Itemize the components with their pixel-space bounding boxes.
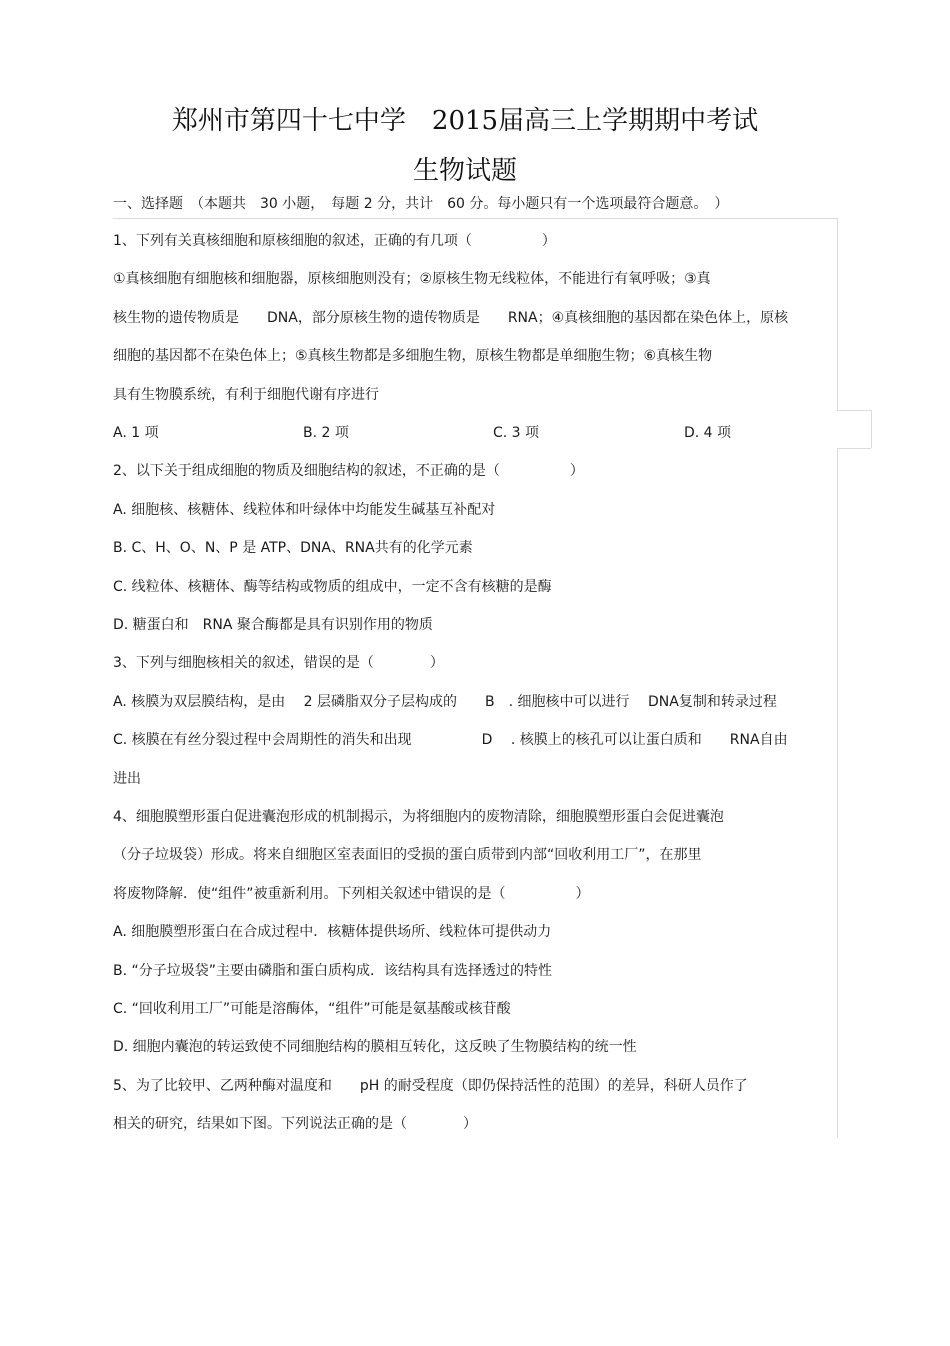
- question-1-option-d: D. 4 项: [684, 425, 732, 441]
- exam-title: 郑州市第四十七中学 2015届高三上学期期中考试: [171, 106, 759, 136]
- question-1-option-b: B. 2 项: [303, 425, 349, 441]
- frame-right-line: [837, 218, 838, 410]
- question-3-options-line-1: A. 核膜为双层膜结构，是由 2 层磷脂双分子层构成的 B . 细胞核中可以进行 DNA复制和转录过程: [113, 694, 777, 710]
- question-4-stem-line: 将废物降解．使“组件”被重新利用。下列相关叙述中错误的是（ ）: [113, 886, 590, 902]
- question-1-stem: 1、下列有关真核细胞和原核细胞的叙述，正确的有几项（ ）: [113, 233, 556, 249]
- question-4-stem-line: （分子垃圾袋）形成。将来自细胞区室表面旧的受损的蛋白质带到内部“回收利用工厂”，在那里: [113, 847, 702, 863]
- question-2-option-d: D. 糖蛋白和 RNA 聚合酶都是具有识别作用的物质: [113, 617, 433, 633]
- question-3-stem: 3、下列与细胞核相关的叙述，错误的是（ ）: [113, 655, 444, 671]
- question-1-option-a: A. 1 项: [113, 425, 159, 441]
- question-1-body-line: ①真核细胞有细胞核和细胞器，原核细胞则没有；②原核生物无线粒体，不能进行有氧呼吸；③真: [113, 271, 711, 287]
- frame-tab-right: [871, 410, 872, 448]
- question-1-body-line: 具有生物膜系统，有利于细胞代谢有序进行: [113, 387, 379, 403]
- question-2-option-a: A. 细胞核、核糖体、线粒体和叶绿体中均能发生碱基互补配对: [113, 502, 496, 518]
- question-1-option-c: C. 3 项: [493, 425, 540, 441]
- question-2-option-b: B. C、H、O、N、P 是 ATP、DNA、RNA共有的化学元素: [113, 540, 473, 556]
- exam-subtitle: 生物试题: [412, 156, 517, 186]
- frame-top-line: [113, 218, 837, 219]
- frame-tab-top: [837, 410, 871, 411]
- question-1-body-line: 核生物的遗传物质是 DNA，部分原核生物的遗传物质是 RNA；④真核细胞的基因都在染色体上，原核: [113, 310, 789, 326]
- question-5-stem-line: 5、为了比较甲、乙两种酶对温度和 pH 的耐受程度（即仍保持活性的范围）的差异，科研人员作了: [113, 1078, 748, 1094]
- section-heading: 一、选择题 （本题共 30 小题， 每题 2 分，共计 60 分。每小题只有一个选项最符合题意。 ）: [113, 196, 729, 212]
- question-4-option-b: B. “分子垃圾袋”主要由磷脂和蛋白质构成．该结构具有选择透过的特性: [113, 963, 553, 979]
- question-2-option-c: C. 线粒体、核糖体、酶等结构或物质的组成中，一定不含有核糖的是酶: [113, 579, 552, 595]
- question-5-stem-line: 相关的研究，结果如下图。下列说法正确的是（ ）: [113, 1116, 477, 1132]
- question-4-option-a: A. 细胞膜塑形蛋白在合成过程中．核糖体提供场所、线粒体可提供动力: [113, 924, 552, 940]
- question-1-body-line: 细胞的基因都不在染色体上；⑤真核生物都是多细胞生物，原核生物都是单细胞生物；⑥真核生物: [113, 348, 713, 364]
- question-3-options-line-2: C. 核膜在有丝分裂过程中会周期性的消失和出现 D . 核膜上的核孔可以让蛋白质和 RNA自由: [113, 732, 788, 748]
- frame-right-line-lower: [837, 448, 838, 1138]
- question-4-option-d: D. 细胞内囊泡的转运致使不同细胞结构的膜相互转化，这反映了生物膜结构的统一性: [113, 1039, 637, 1055]
- question-4-option-c: C. “回收利用工厂”可能是溶酶体，“组件”可能是氨基酸或核苷酸: [113, 1001, 511, 1017]
- question-2-stem: 2、以下关于组成细胞的物质及细胞结构的叙述，不正确的是（ ）: [113, 463, 584, 479]
- question-4-stem-line: 4、细胞膜塑形蛋白促进囊泡形成的机制揭示，为将细胞内的废物清除，细胞膜塑形蛋白会促进囊泡: [113, 809, 724, 825]
- frame-tab-bottom: [837, 448, 871, 449]
- question-3-options-line-3: 进出: [113, 771, 141, 787]
